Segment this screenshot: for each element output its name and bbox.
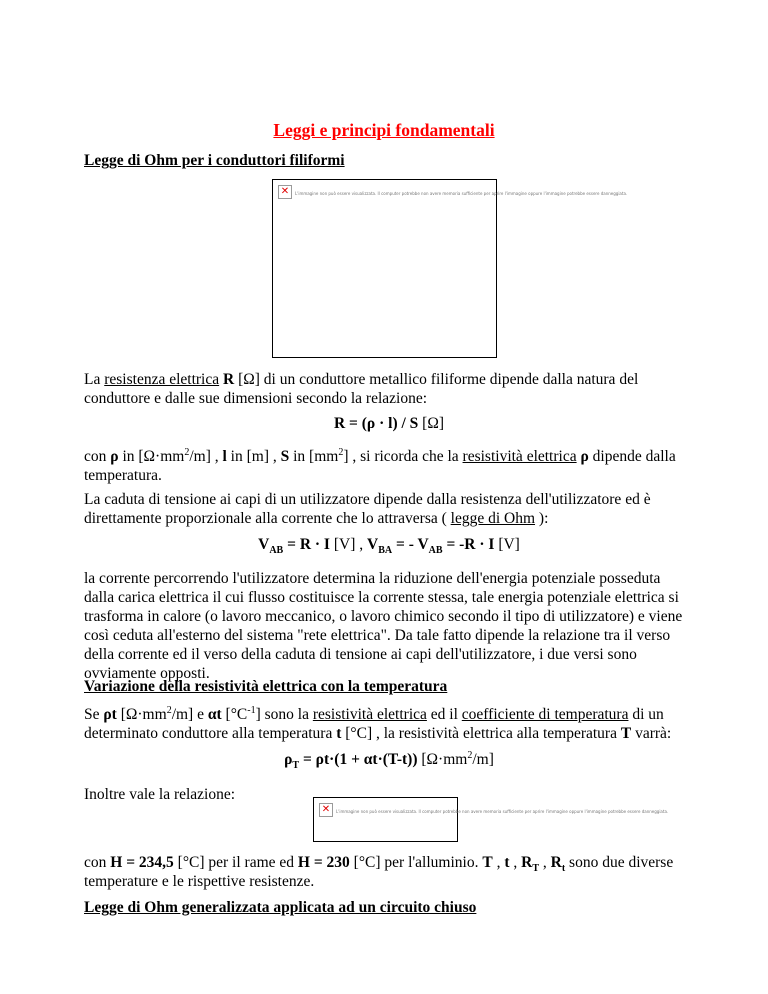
paragraph-constants: con H = 234,5 [°C] per il rame ed H = 230 [°C] per l'alluminio. T , t , $R_T$ , $R_t$ sono due diverse temperature e le rispettive resistenze. — [84, 854, 674, 890]
link-resistivita-elettrica-2[interactable]: resistività elettrica — [312, 706, 427, 723]
image-alt-text: L'immagine non può essere visualizzata. Il computer potrebbe non avere memoria sufficiente per aprire l'immagine oppure l'immagine potrebbe essere danneggiata. — [295, 191, 628, 196]
paragraph-voltage-drop: La caduta di tensione ai capi di un utilizzatore dipende dalla resistenza dell'utilizzatore ed è direttamente proporzionale alla corrente che lo attraversa ( legge di Ohm ): — [84, 491, 651, 527]
image-alt-text: L'immagine non può essere visualizzata. Il computer potrebbe non avere memoria sufficiente per aprire l'immagine oppure l'immagine potrebbe essere danneggiata. — [336, 809, 669, 814]
link-coefficiente-temperatura[interactable]: coefficiente di temperatura — [461, 706, 629, 723]
broken-image-icon: ✕ — [319, 803, 333, 817]
link-resistenza-elettrica[interactable]: resistenza elettrica — [104, 371, 220, 388]
section-heading-generalized: Legge di Ohm generalizzata applicata ad un circuito chiuso — [84, 899, 477, 916]
paragraph-energy: la corrente percorrendo l'utilizzatore determina la riduzione dell'energia potenziale posseduta dalla carica elettrica il cui flusso costituisce la corrente stessa, tale energia potenziale elettrica si trasforma in calore (o lavoro meccanico, o lavoro chimico secondo il tipo di utilizzatore) e viene così ceduta all'esterno del sistema "rete elettrica". Da tale fatto dipende la relazione tra il verso della corrente ed il verso della caduta di tensione ai capi dell'utilizzatore, i due versi sono ovviamente opposti. — [84, 570, 683, 682]
section-heading-ohm: Legge di Ohm per i conduttori filiformi — [84, 152, 345, 169]
section-heading-resistivity: Variazione della resistività elettrica con la temperatura — [84, 678, 448, 695]
paragraph-inoltre: Inoltre vale la relazione: — [84, 786, 236, 803]
broken-image-formula — [313, 797, 669, 842]
link-legge-di-ohm[interactable]: legge di Ohm — [450, 510, 536, 527]
formula-resistivity: $\rho_T = \rho t\cdot(1 + \alpha t\cdot(T-t))$ $[\Omega\cdot mm^2/m]$ — [284, 749, 494, 772]
broken-image-icon: ✕ — [278, 185, 292, 199]
formula-ohm: $V_{AB} = R \cdot I$ [V] , $V_{BA}$ = - $V_{AB} = -R \cdot I$ [V] — [258, 536, 520, 557]
broken-image-circuit — [272, 179, 628, 358]
paragraph-units: con ρ in $[\Omega\cdot mm^2/m]$ , l in [m] , S in $[mm^2]$ , si ricorda che la resistività elettrica ρ dipende dalla temperatura. — [84, 446, 676, 484]
paragraph-resistance: La resistenza elettrica R [Ω] di un conduttore metallico filiforme dipende dalla natura del conduttore e dalle sue dimensioni secondo la relazione: — [84, 371, 639, 407]
paragraph-resistivity-temp: Se ρt $[\Omega\cdot mm^2/m]$ e αt $[^\circ C^{-1}]$ sono la resistività elettrica ed il coefficiente di temperatura di un determinato conduttore alla temperatura t [°C] , la resistività elettrica alla temperatura T varrà: — [84, 704, 672, 742]
formula-resistance: R = (ρ · l) / S [Ω] — [333, 415, 444, 432]
page-title: Leggi e principi fondamentali — [273, 120, 495, 140]
link-resistivita-elettrica[interactable]: resistività elettrica — [462, 448, 577, 465]
